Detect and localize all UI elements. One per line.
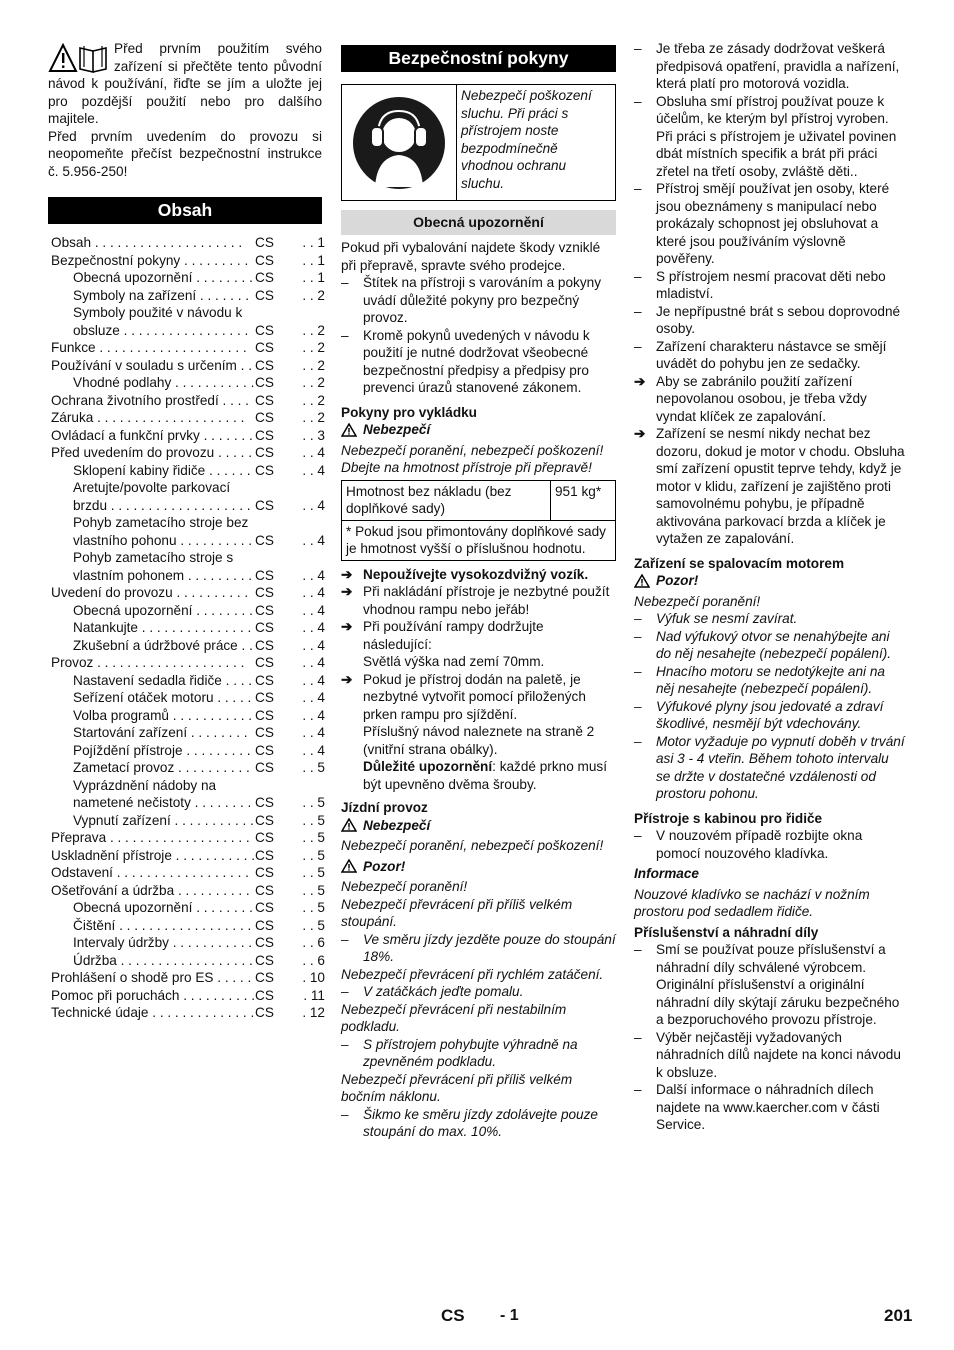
driving-heading: Jízdní provoz — [341, 800, 428, 815]
toc-row — [51, 304, 325, 339]
toc-lang: CS — [255, 830, 274, 845]
toc-title: Záruka . . . . . . . . . . . . . . . . . . . . — [51, 410, 245, 425]
toc-row — [51, 269, 325, 287]
toc-row — [51, 234, 325, 252]
toc-lang: CS — [255, 690, 274, 705]
toc-page: . . 6 — [302, 935, 325, 950]
hearing-warning-text: Nebezpečí poškození sluchu. Při práci s přístrojem noste bezpodmínečně vhodnou ochranu sluchu. — [461, 88, 592, 191]
toc-title: Přeprava . . . . . . . . . . . . . . . . . . . — [51, 830, 250, 845]
toc-lang: CS — [255, 742, 274, 758]
toc-title: Nastavení sedadla řidiče . . . . — [73, 672, 253, 688]
list-item: ➔ Aby se zabránilo použití zařízení nepovolanou osobou, je třeba vždy vyndat klíček ze zapalování. — [634, 373, 867, 424]
column-left — [48, 40, 325, 1022]
list-item: – Přístroj smějí používat jen osoby, které jsou obeznámeny s manipulací nebo prokázaly schopnost jej obsluhovat a které jsou používáním výslovně pověřeny. — [634, 180, 906, 268]
toc-row — [51, 899, 325, 917]
toc-page: . . 1 — [302, 252, 325, 268]
list-item: – Je třeba ze zásady dodržovat veškerá předpisová opatření, pravidla a nařízení, která platí pro motorová vozidla. — [634, 40, 906, 93]
toc-page: . . 4 — [302, 585, 325, 600]
toc-row — [51, 917, 325, 935]
toc-lang: CS — [255, 585, 274, 600]
list-item: – Nad výfukový otvor se nenahýbejte ani do něj nesahejte (nebezpečí popálení). — [634, 628, 906, 663]
toc-row — [51, 987, 325, 1005]
toc-lang: CS — [255, 637, 274, 653]
toc-page: . . 1 — [302, 235, 325, 250]
toc-title: Uskladnění přístroje . . . . . . . . . . . — [51, 847, 255, 863]
toc-page: . 12 — [302, 1005, 325, 1020]
toc-title: Symboly na zařízení . . . . . . . — [73, 287, 250, 303]
toc-page: . . 4 — [302, 445, 325, 460]
toc-lang: CS — [255, 445, 274, 460]
toc-title: Před uvedením do provozu . . . . . — [51, 445, 253, 460]
toc-row — [51, 584, 325, 602]
toc-row — [51, 374, 325, 392]
toc-title: Volba programů . . . . . . . . . . . — [73, 707, 253, 723]
toc-page: . . 4 — [302, 532, 325, 548]
toc-title: Vhodné podlahy . . . . . . . . . . . — [73, 375, 255, 390]
toc-lang: CS — [255, 812, 274, 828]
toc-row — [51, 777, 325, 812]
toc-row — [51, 742, 325, 760]
toc-row — [51, 724, 325, 742]
list-item: – Smí se používat pouze příslušenství a náhradní díly schválené výrobcem. Originální příslušenství a originální náhradní díly skýtají záruku bezpečného a bezporuchového provozu přístroje. — [634, 941, 906, 1029]
toc-title: Uvedení do provozu . . . . . . . . . . — [51, 585, 249, 600]
toc-title: Pohyb zametacího stroje bez vlastního pohonu . . . . . . . . . . — [73, 515, 253, 548]
list-item: ➔ Nepoužívejte vysokozdvižný vozík. — [341, 566, 589, 582]
list-item: – Šikmo ke směru jízdy zdolávejte pouze stoupání do max. 10%. — [341, 1106, 616, 1141]
list-item: – V zatáčkách jeďte pomalu. — [341, 983, 616, 1001]
toc-page: . . 2 — [302, 357, 325, 373]
toc-title: Údržba . . . . . . . . . . . . . . . . . . — [73, 952, 253, 968]
toc-title: Pohyb zametacího stroje s vlastním pohonem . . . . . . . . . — [73, 550, 253, 583]
weight-value: 951 kg* — [551, 480, 616, 520]
info-heading: Informace — [634, 866, 699, 881]
ear-protection-icon — [351, 95, 447, 191]
list-item: – S přístrojem pohybujte výhradně na zpevněném podkladu. — [341, 1036, 616, 1071]
toc-row — [51, 637, 325, 655]
list-item: ➔ Při používání rampy dodržujte následující: Světlá výška nad zemí 70mm. — [341, 619, 545, 669]
toc-title: Ochrana životního prostředí . . . . — [51, 392, 249, 408]
footer-page: - 1 — [500, 1307, 519, 1324]
toc-title: Funkce . . . . . . . . . . . . . . . . . . . . — [51, 340, 247, 355]
info-text: Nouzové kladívko se nachází v nožním prostoru pod sedadlem řidiče. — [634, 886, 870, 919]
list-item: – Výfuk se nesmí zavírat. — [634, 610, 906, 628]
danger-label: Nebezpečí — [341, 817, 616, 835]
toc-page: . . 4 — [302, 620, 325, 635]
toc-title: Bezpečnostní pokyny . . . . . . . . . — [51, 252, 249, 268]
toc-lang: CS — [255, 567, 274, 583]
toc-page: . . 5 — [302, 830, 325, 845]
toc-page: . . 5 — [302, 900, 325, 915]
toc-lang: CS — [255, 532, 274, 548]
list-item: – Výfukové plyny jsou jedovaté a zdraví škodlivé, nesmějí být vdechovány. — [634, 698, 906, 733]
toc-title: Obecná upozornění . . . . . . . . — [73, 900, 253, 915]
toc-heading: Obsah — [48, 197, 322, 224]
toc-title: Provoz . . . . . . . . . . . . . . . . . . . . — [51, 655, 245, 670]
list-item: – Výběr nejčastěji vyžadovaných náhradních dílů najdete na konci návodu k obsluze. — [634, 1029, 906, 1082]
toc-page: . . 4 — [302, 725, 325, 740]
toc-title: Pojíždění přístroje . . . . . . . . . — [73, 742, 251, 758]
toc-lang: CS — [255, 707, 274, 723]
toc-page: . . 4 — [302, 690, 325, 705]
toc-page: . . 2 — [302, 287, 325, 303]
intro-text-1: Před prvním použitím svého zařízení si přečtěte tento původní návod k používání, řiďte se jím a uložte jej pro pozdější použití nebo pro dalšího majitele. — [48, 41, 322, 126]
toc-title: Vyprázdnění nádoby na nametené nečistoty . . . . . . . . — [73, 777, 252, 810]
list-item: ➔ Při nakládání přístroje je nezbytné použít vhodnou rampu nebo jeřáb! — [341, 584, 610, 617]
toc-lang: CS — [255, 672, 274, 688]
toc-lang: CS — [255, 427, 274, 443]
toc-row — [51, 934, 325, 952]
toc-lang: CS — [255, 235, 274, 250]
toc-page: . . 5 — [302, 847, 325, 863]
intro-text-2: Před prvním uvedením do provozu si neopomeňte přečíst bezpečnostní instrukce č. 5.956-250! — [48, 128, 322, 179]
toc-lang: CS — [255, 900, 274, 915]
toc-row — [51, 689, 325, 707]
toc-title: Prohlášení o shodě pro ES . . . . . — [51, 970, 252, 985]
toc-title: Ošetřování a údržba . . . . . . . . . . — [51, 882, 250, 898]
list-item: – V nouzovém případě rozbijte okna pomocí nouzového kladívka. — [634, 827, 906, 862]
toc-title: Obecná upozornění . . . . . . . . — [73, 270, 253, 285]
toc-page: . . 5 — [302, 812, 325, 828]
toc-page: . . 5 — [302, 917, 325, 933]
toc-page: . . 5 — [302, 795, 325, 810]
toc-lang: CS — [255, 935, 274, 950]
toc-row — [51, 549, 325, 584]
toc-row — [51, 672, 325, 690]
toc-lang: CS — [255, 602, 274, 618]
toc-row — [51, 462, 325, 480]
driving-ground: Nebezpečí převrácení při nestabilním podkladu. — [341, 1001, 567, 1034]
list-item: – Kromě pokynů uvedených v návodu k použití je nutné dodržovat všeobecné bezpečnostní předpisy a předpisy pro prevenci úrazů stanovené zákonem. — [341, 327, 616, 397]
toc-title: Vypnutí zařízení . . . . . . . . . . . — [73, 812, 254, 828]
hearing-warning-box — [341, 84, 616, 201]
toc-lang: CS — [255, 410, 274, 425]
toc-lang: CS — [255, 392, 274, 408]
toc-page: . . 6 — [302, 952, 325, 968]
list-item: – Další informace o náhradních dílech najdete na www.kaercher.com v části Service. — [634, 1081, 906, 1134]
table-of-contents — [48, 234, 325, 1022]
toc-page: . . 2 — [302, 410, 325, 425]
toc-title: Obecná upozornění . . . . . . . . — [73, 602, 253, 618]
toc-page: . . 4 — [302, 707, 325, 723]
toc-page: . . 2 — [302, 340, 325, 355]
driving-danger: Nebezpečí poranění, nebezpečí poškození! — [341, 838, 604, 853]
toc-page: . . 4 — [302, 462, 325, 478]
toc-row — [51, 969, 325, 987]
toc-page: . . 2 — [302, 375, 325, 390]
toc-page: . . 4 — [302, 602, 325, 618]
toc-title: Technické údaje . . . . . . . . . . . . . . — [51, 1005, 255, 1020]
warning-manual-icon — [48, 43, 110, 73]
toc-row — [51, 619, 325, 637]
toc-row — [51, 654, 325, 672]
toc-lang: CS — [255, 375, 274, 390]
toc-row — [51, 829, 325, 847]
toc-title: Zkušební a údržbové práce . . — [73, 637, 253, 653]
toc-page: . . 5 — [302, 882, 325, 898]
toc-row — [51, 759, 325, 777]
driving-tilt: Nebezpečí převrácení při příliš velkém bočním náklonu. — [341, 1071, 573, 1104]
toc-lang: CS — [255, 497, 274, 513]
weight-footnote: * Pokud jsou přimontovány doplňkové sady je hmotnost vyšší o příslušnou hodnotu. — [342, 520, 616, 560]
toc-page: . . 4 — [302, 655, 325, 670]
toc-lang: CS — [255, 322, 274, 338]
warning-triangle-icon — [341, 818, 357, 832]
toc-row — [51, 812, 325, 830]
toc-page: . . 4 — [302, 567, 325, 583]
toc-lang: CS — [255, 357, 274, 373]
toc-row — [51, 514, 325, 549]
toc-row — [51, 392, 325, 410]
toc-title: Pomoc při poruchách . . . . . . . . . . — [51, 987, 255, 1003]
toc-lang: CS — [255, 462, 274, 478]
unloading-danger: Nebezpečí poranění, nebezpečí poškození! — [341, 442, 604, 458]
column-right — [634, 40, 906, 1134]
list-item: – Zařízení charakteru nástavce se smějí uvádět do pohybu jen ze sedačky. — [634, 338, 906, 373]
toc-row — [51, 357, 325, 375]
toc-title: Startování zařízení . . . . . . . . — [73, 725, 248, 740]
driving-slope: Nebezpečí převrácení při příliš velkém stoupání. — [341, 896, 573, 929]
footer-lang: CS — [441, 1306, 465, 1325]
toc-row — [51, 427, 325, 445]
toc-lang: CS — [255, 1005, 274, 1020]
danger-label: Nebezpečí — [341, 421, 616, 439]
toc-title: Seřízení otáček motoru . . . . . — [73, 690, 252, 705]
toc-row — [51, 252, 325, 270]
toc-lang: CS — [255, 725, 274, 740]
general-heading: Obecná upozornění — [341, 210, 616, 235]
safety-heading: Bezpečnostní pokyny — [341, 45, 616, 72]
toc-row — [51, 707, 325, 725]
toc-page: . . 3 — [302, 427, 325, 443]
weight-label: Hmotnost bez nákladu (bez doplňkové sady) — [342, 480, 551, 520]
toc-title: Obsah . . . . . . . . . . . . . . . . . . . . — [51, 235, 243, 250]
toc-row — [51, 1004, 325, 1022]
toc-lang: CS — [255, 882, 274, 898]
list-item: – Štítek na přístroji s varováním a pokyny uvádí důležité pokyny pro bezpečný provoz. — [341, 274, 616, 327]
list-item: – Je nepřípustné brát s sebou doprovodné osoby. — [634, 303, 906, 338]
toc-page: . . 4 — [302, 637, 325, 653]
toc-page: . . 4 — [302, 497, 325, 513]
toc-page: . 10 — [302, 970, 325, 985]
toc-lang: CS — [255, 847, 274, 863]
driving-curve: Nebezpečí převrácení při rychlém zatáčení. — [341, 966, 604, 982]
toc-page: . . 5 — [302, 865, 325, 880]
toc-row — [51, 602, 325, 620]
toc-row — [51, 339, 325, 357]
engine-heading: Zařízení se spalovacím motorem — [634, 555, 845, 571]
toc-lang: CS — [255, 655, 274, 670]
toc-lang: CS — [255, 287, 274, 303]
toc-lang: CS — [255, 252, 274, 268]
toc-title: Ovládací a funkční prvky . . . . . . . — [51, 427, 253, 443]
toc-title: Sklopení kabiny řidiče . . . . . . — [73, 462, 251, 478]
list-item: – Obsluha smí přístroj používat pouze k účelům, ke kterým byl přístroj vyroben. Při práci s přístrojem je uživatel povinen dbát místních specifik a brát při práci zřetel na třetí osoby, zvláště děti.. — [634, 93, 906, 181]
toc-row — [51, 847, 325, 865]
toc-lang: CS — [255, 917, 274, 933]
toc-row — [51, 882, 325, 900]
toc-title: Aretujte/povolte parkovací brzdu . . . . . . . . . . . . . . . . . . . — [73, 480, 251, 513]
list-item: – Hnacího motoru se nedotýkejte ani na něj nesahejte (nebezpečí popálení). — [634, 663, 906, 698]
warning-triangle-icon — [341, 859, 357, 873]
toc-lang: CS — [255, 987, 274, 1003]
caution-label: Pozor! — [634, 572, 906, 590]
footer-number: 201 — [884, 1306, 913, 1325]
caution-label: Pozor! — [341, 858, 616, 876]
list-item: ➔ Zařízení se nesmí nikdy nechat bez dozoru, dokud je motor v chodu. Obsluha smí zařízení opustit teprve tehdy, když je motor v klidu, zařízení je zajištěno proti samovolnému pohybu, je případně aktivována parkovací brzda a klíček je vytažen ze zapalování. — [634, 426, 905, 546]
toc-title: Odstavení . . . . . . . . . . . . . . . . . . — [51, 865, 249, 880]
unloading-heading: Pokyny pro vykládku — [341, 404, 477, 420]
toc-lang: CS — [255, 970, 274, 985]
toc-lang: CS — [255, 620, 274, 635]
toc-row — [51, 444, 325, 462]
toc-lang: CS — [255, 270, 274, 285]
unloading-weight-note: Dbejte na hmotnost přístroje při přepravě! — [341, 460, 592, 475]
list-item: – Motor vyžaduje po vypnutí doběh v trvání asi 3 - 4 vteřin. Během tohoto intervalu se držte v dostatečné vzdálenosti od prostoru pohonu. — [634, 733, 906, 803]
toc-page: . . 4 — [302, 672, 325, 688]
toc-title: Intervaly údržby . . . . . . . . . . . — [73, 935, 253, 950]
weight-table — [341, 480, 616, 561]
toc-title: Natankujte . . . . . . . . . . . . . . . — [73, 620, 252, 635]
toc-row — [51, 287, 325, 305]
toc-lang: CS — [255, 340, 274, 355]
warning-triangle-icon — [341, 423, 357, 437]
toc-title: Zametací provoz . . . . . . . . . . — [73, 760, 250, 775]
toc-page: . . 5 — [302, 760, 325, 775]
toc-row — [51, 479, 325, 514]
toc-row — [51, 952, 325, 970]
cabin-heading: Přístroje s kabinou pro řidiče — [634, 810, 823, 826]
toc-page: . . 1 — [302, 270, 325, 285]
list-item: – Ve směru jízdy jezděte pouze do stoupání 18%. — [341, 931, 616, 966]
driving-caution: Nebezpečí poranění! — [341, 879, 468, 894]
toc-lang: CS — [255, 795, 274, 810]
toc-lang: CS — [255, 865, 274, 880]
intro-block — [48, 40, 322, 180]
list-item: ➔ Pokud je přístroj dodán na paletě, je nezbytné vytvořit pomocí přiložených prken rampu pro sjíždění. Příslušný návod naleznete na straně 2 (vnitřní strana obálky). Důležité upozornění: každé prkno musí být upevněno dvěma šrouby. — [341, 671, 607, 792]
toc-page: . . 4 — [302, 742, 325, 758]
toc-title: Používání v souladu s určením . . — [51, 357, 252, 373]
toc-page: . . 2 — [302, 322, 325, 338]
accessories-heading: Příslušenství a náhradní díly — [634, 924, 819, 940]
toc-lang: CS — [255, 952, 274, 968]
column-middle — [341, 45, 616, 1141]
list-item: – S přístrojem nesmí pracovat děti nebo mladiství. — [634, 268, 906, 303]
warning-triangle-icon — [634, 574, 650, 588]
toc-title: Čištění . . . . . . . . . . . . . . . . . . — [73, 917, 252, 933]
engine-caution: Nebezpečí poranění! — [634, 593, 761, 609]
toc-title: Symboly použité v návodu k obsluze . . . . . . . . . . . . . . . . . — [73, 305, 249, 338]
toc-page: . . 2 — [302, 392, 325, 408]
toc-lang: CS — [255, 760, 274, 775]
general-intro: Pokud při vybalování najdete škody vzniklé při přepravě, spravte svého prodejce. — [341, 240, 601, 273]
toc-page: . 11 — [303, 987, 325, 1003]
toc-row — [51, 864, 325, 882]
toc-row — [51, 409, 325, 427]
